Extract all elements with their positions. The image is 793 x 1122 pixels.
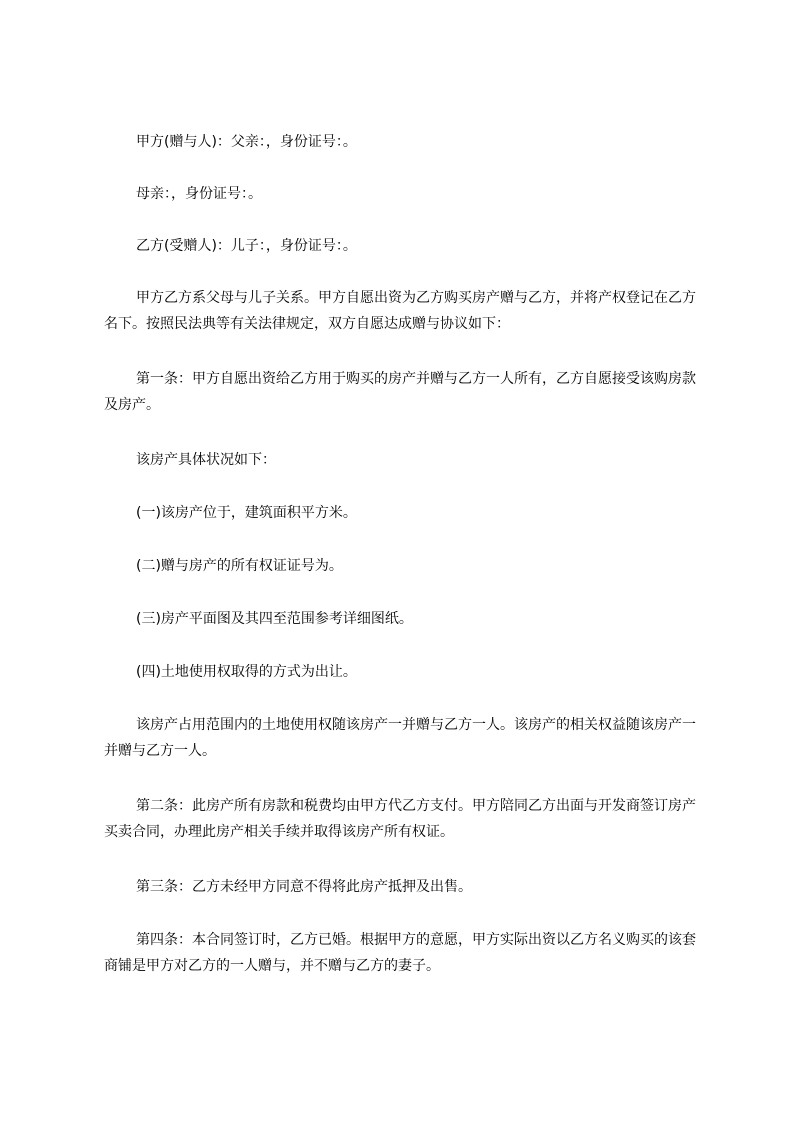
article-2-paragraph: 第二条：此房产所有房款和税费均由甲方代乙方支付。甲方陪同乙方出面与开发商签订房产买卖合同，办理此房产相关手续并取得该房产所有权证。 [104, 798, 696, 840]
property-details-heading: 该房产具体状况如下： [136, 452, 276, 468]
preamble-paragraph: 甲方乙方系父母与儿子关系。甲方自愿出资为乙方购买房产赠与乙方，并将产权登记在乙方名下。按照民法典等有关法律规定，双方自愿达成赠与协议如下： [104, 290, 696, 332]
property-item-2: (二)赠与房产的所有权证证号为。 [136, 558, 343, 574]
article-1-paragraph: 第一条：甲方自愿出资给乙方用于购买的房产并赠与乙方一人所有，乙方自愿接受该购房款及房产。 [104, 371, 696, 413]
article-4-paragraph: 第四条：本合同签订时，乙方已婚。根据甲方的意愿，甲方实际出资以乙方名义购买的该套商铺是甲方对乙方的一人赠与，并不赠与乙方的妻子。 [104, 932, 696, 974]
party-a-line: 甲方(赠与人)：父亲：，身份证号：。 [136, 134, 357, 150]
property-item-1: (一)该房产位于，建筑面积平方米。 [136, 505, 357, 521]
property-item-4: (四)土地使用权取得的方式为出让。 [136, 664, 357, 680]
party-b-line: 乙方(受赠人)：儿子：，身份证号：。 [136, 238, 357, 254]
article-3-paragraph: 第三条：乙方未经甲方同意不得将此房产抵押及出售。 [136, 879, 472, 895]
land-use-paragraph: 该房产占用范围内的土地使用权随该房产一并赠与乙方一人。该房产的相关权益随该房产一并赠与乙方一人。 [104, 717, 696, 759]
property-item-3: (三)房产平面图及其四至范围参考详细图纸。 [136, 611, 413, 627]
mother-line: 母亲：，身份证号：。 [136, 186, 262, 202]
